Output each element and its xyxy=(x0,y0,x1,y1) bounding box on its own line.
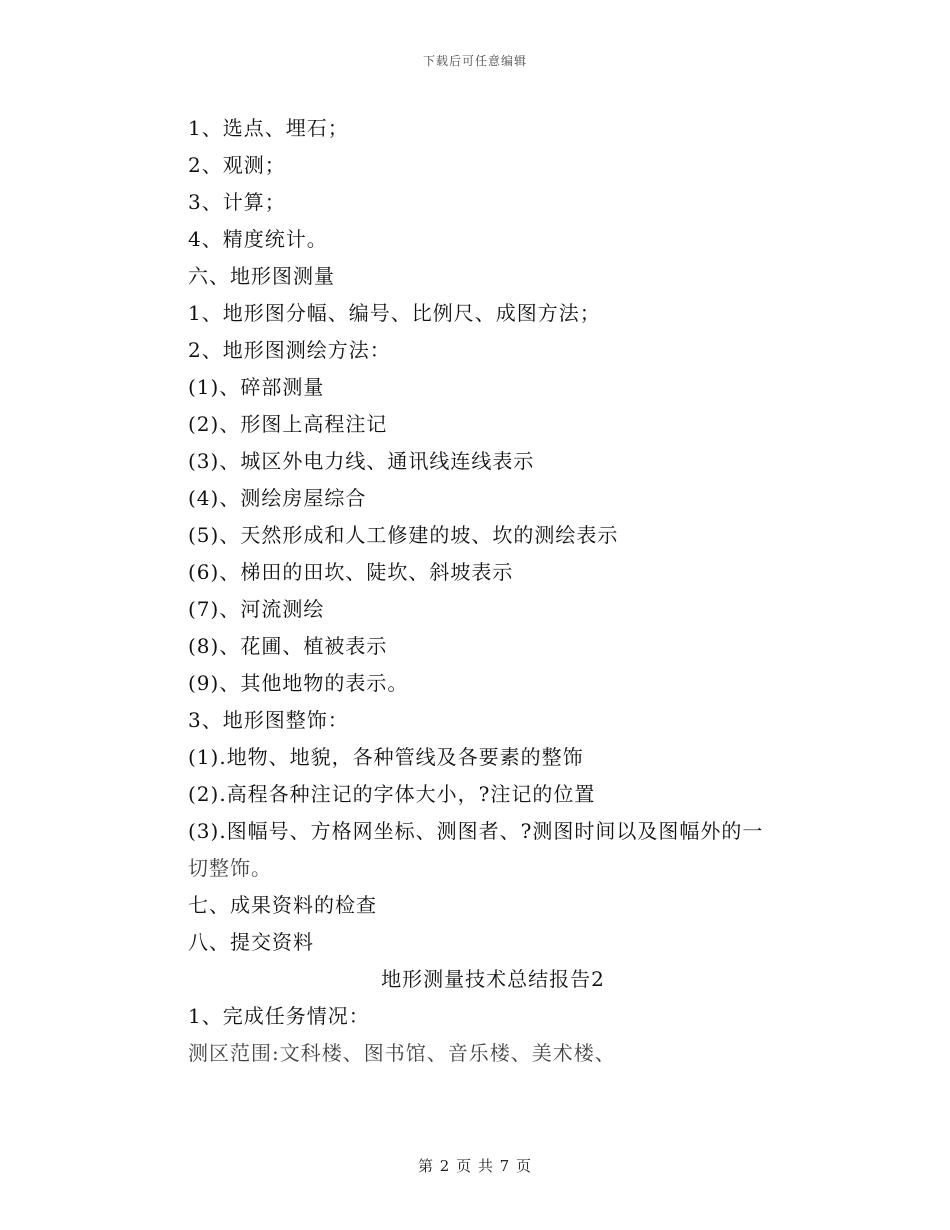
section-heading: 七、成果资料的检查 xyxy=(188,893,377,917)
text-line: (7)、河流测绘 xyxy=(188,597,325,621)
text-line: (5)、天然形成和人工修建的坡、坎的测绘表示 xyxy=(188,523,619,547)
text-line: (1)、碎部测量 xyxy=(188,375,325,399)
text-line: (9)、其他地物的表示。 xyxy=(188,671,409,695)
section-heading: 六、地形图测量 xyxy=(188,264,335,288)
text-line: 1、选点、埋石； xyxy=(188,116,349,140)
text-line: 1、完成任务情况： xyxy=(188,1004,370,1028)
text-line: 4、精度统计。 xyxy=(188,227,328,251)
text-line: (3).图幅号、方格网坐标、测图者、?测图时间以及图幅外的一 xyxy=(188,819,764,843)
document-body xyxy=(188,110,798,1072)
text-line: (2).高程各种注记的字体大小，?注记的位置 xyxy=(188,782,596,806)
text-line: 1、地形图分幅、编号、比例尺、成图方法； xyxy=(188,301,601,325)
text-line: 3、计算； xyxy=(188,190,286,214)
text-line: (4)、测绘房屋综合 xyxy=(188,486,367,510)
document-title: 地形测量技术总结报告2 xyxy=(381,967,605,991)
text-line: (3)、城区外电力线、通讯线连线表示 xyxy=(188,449,535,473)
page-footer: 第 2 页 共 7 页 xyxy=(418,1157,532,1175)
text-line: 2、观测； xyxy=(188,153,286,177)
text-line: 测区范围:文科楼、图书馆、音乐楼、美术楼、 xyxy=(188,1041,616,1065)
text-line: 3、地形图整饰： xyxy=(188,708,349,732)
page-header: 下载后可任意编辑 xyxy=(422,54,527,68)
text-line: (2)、形图上高程注记 xyxy=(188,412,388,436)
section-heading: 八、提交资料 xyxy=(188,930,314,954)
text-line: 切整饰。 xyxy=(188,856,272,880)
text-line: (1).地物、地貌，各种管线及各要素的整饰 xyxy=(188,745,584,769)
text-line: 2、地形图测绘方法： xyxy=(188,338,391,362)
text-line: (8)、花圃、植被表示 xyxy=(188,634,388,658)
text-line: (6)、梯田的田坎、陡坎、斜坡表示 xyxy=(188,560,514,584)
